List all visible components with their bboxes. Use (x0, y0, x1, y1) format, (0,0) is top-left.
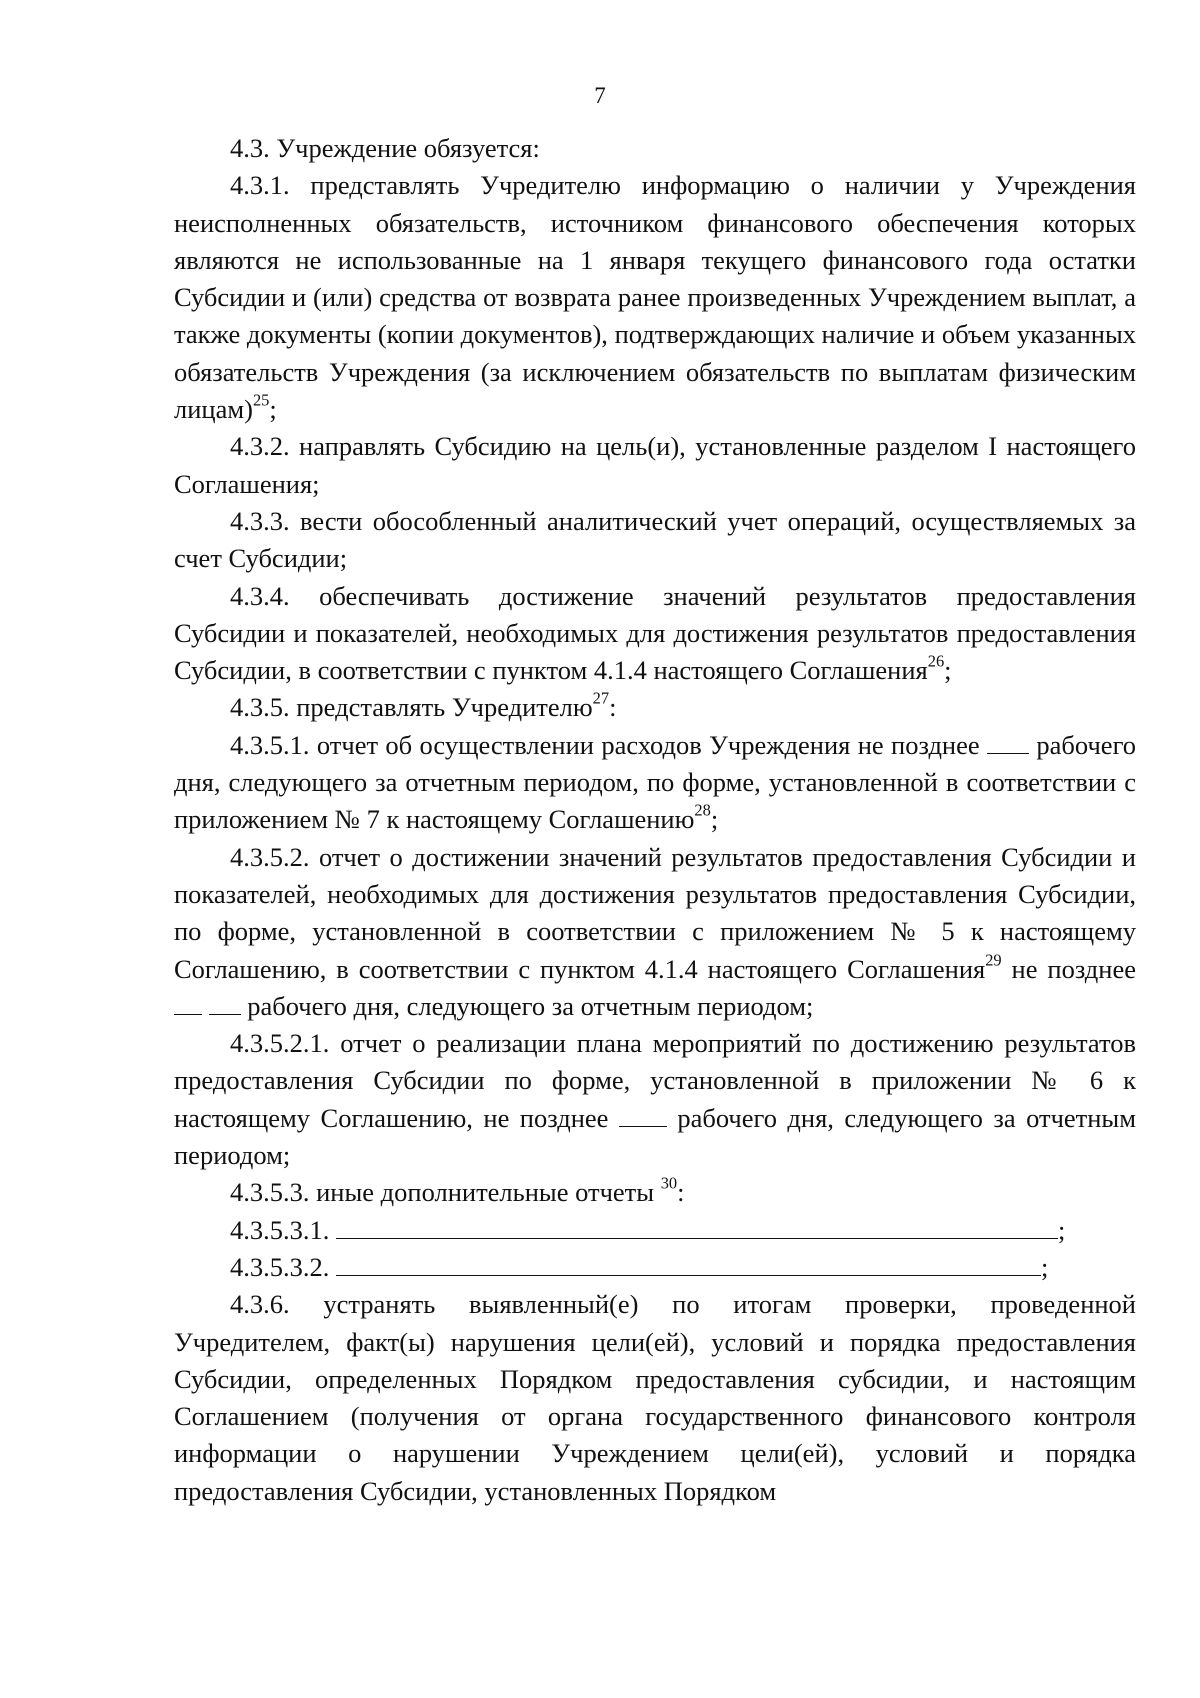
footnote-ref: 27 (592, 689, 610, 709)
blank-line (336, 1251, 1041, 1276)
footnote-ref: 25 (252, 390, 270, 410)
blank-field (987, 729, 1029, 754)
clause-4-3-1: 4.3.1. представлять Учредителю информацию о наличии у Учреждения неисполненных обязательств, источником финансового обеспечения которых являются не использованные на 1 января текущего финансового года остатки Субсидии и (или) средства от возврата ранее произведенных Учреждением выплат, а также документы (копии документов), подтверждающих наличие и объем указанных обязательств Учреждения (за исключением обязательств по выплатам физическим лицам)$^{25}$; (174, 170, 1136, 425)
clause-4-3-5: 4.3.5. представлять Учредителю$^{27}$: (230, 689, 617, 723)
blank-field (174, 990, 202, 1015)
clause-4-3-4: 4.3.4. обеспечивать достижение значений результатов предоставления Субсидии и показателей, необходимых для достижения результатов предоставления Субсидии, в соответствии с пунктом 4.1.4 настоящего Соглашения$^{26}$; (174, 580, 1136, 686)
blank-field (209, 990, 241, 1015)
clause-4-3-2: 4.3.2. направлять Субсидию на цель(и), установленные разделом I настоящего Соглашения; (174, 431, 1136, 499)
blank-field (619, 1102, 667, 1127)
clause-4-3-5-3-1: 4.3.5.3.1. ; (230, 1214, 1066, 1245)
clause-4-3-5-2: 4.3.5.2. отчет о достижении значений результатов предоставления Субсидии и показателей, необходимых для достижения результатов предоставления Субсидии, по форме, установленной в соответствии с приложением № 5 к настоящему Соглашению, в соответствии с пунктом 4.1.4 настоящего Соглашения$^{29}$ не позднее рабочего дня, следующего за отчетным периодом; (174, 841, 1136, 1021)
blank-line (336, 1214, 1058, 1239)
footnote-ref: 30 (660, 1174, 678, 1193)
clause-4-3-5-3: 4.3.5.3. иные дополнительные отчеты $^{30}$: (230, 1174, 685, 1208)
clause-4-3-5-3-2: 4.3.5.3.2. ; (230, 1251, 1049, 1282)
clause-4-3-3: 4.3.3. вести обособленный аналитический учет операций, осуществляемых за счет Субсидии; (174, 505, 1136, 574)
page-number: 7 (594, 83, 606, 108)
footnote-ref: 26 (927, 651, 945, 671)
clause-4-3-5-2-1: 4.3.5.2.1. отчет о реализации плана мероприятий по достижению результатов предоставления Субсидии по форме, установленной в приложении № 6 к настоящему Соглашению, не позднее рабочего дня, следующего за отчетным периодом; (174, 1028, 1136, 1171)
clause-4-3: 4.3. Учреждение обязуется: (230, 133, 540, 163)
clause-4-3-6: 4.3.6. устранять выявленный(е) по итогам проверки, проведенной Учредителем, факт(ы) нарушения цели(ей), условий и порядка предоставления Субсидии, определенных Порядком предоставления субсидии, и настоящим Соглашением (получения от органа государственного финансового контроля информации о нарушении Учреждением цели(ей), условий и порядка предоставления Субсидии, установленных Порядком (174, 1289, 1136, 1506)
document-body (174, 130, 1136, 1510)
footnote-ref: 28 (694, 801, 711, 821)
clause-4-3-5-1: 4.3.5.1. отчет об осуществлении расходов Учреждения не позднее рабочего дня, следующего за отчетным периодом, по форме, установленной в соответствии с приложением № 7 к настоящему Соглашению$^{28}$; (174, 729, 1137, 835)
footnote-ref: 29 (985, 950, 1002, 970)
